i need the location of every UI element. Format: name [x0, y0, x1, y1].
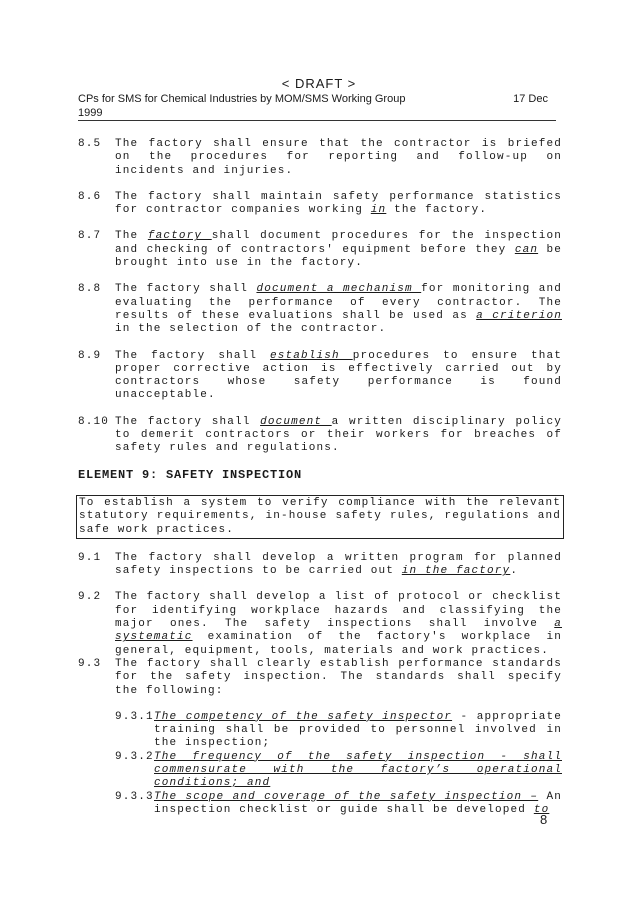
- emphasis: The frequency of the safety inspection - shall commensurate with the factory’s operational conditions; and: [154, 750, 562, 790]
- clause-text: The factory shall document a written disciplinary policy to demerit contractors or their workers for breaches of safety rules and regulations.: [115, 415, 562, 455]
- subclause-text: [154, 751, 562, 791]
- page-number: 8: [540, 812, 548, 827]
- subclause-9-3-3: [115, 791, 562, 818]
- draft-label: < DRAFT >: [281, 76, 357, 91]
- clause-number: 8.8: [78, 283, 102, 296]
- section-heading: ELEMENT 9: SAFETY INSPECTION: [78, 467, 303, 482]
- clause-text: The factory shall document a mechanism for monitoring and evaluating the performance of every contractor. The results of these evaluations shall be used as a criterion in the selection of the contractor.: [115, 283, 562, 336]
- clause-9-3: [78, 658, 562, 698]
- emphasis: a systematic: [115, 618, 562, 644]
- running-header: [78, 92, 556, 120]
- emphasis: can: [514, 243, 539, 256]
- clause-8-7: [78, 230, 562, 270]
- clause-number: 8.5: [78, 138, 102, 150]
- clause-number: 8.9: [78, 349, 102, 362]
- clause-number: 8.7: [78, 230, 102, 243]
- clause-text: The factory shall develop a list of protocol or checklist for identifying workplace hazards and classifying the major ones. The safety inspections shall involve a systematic examination of the factory's workplace in general, equipment, tools, materials and work practices.: [115, 591, 562, 657]
- clause-8-6: [78, 191, 562, 218]
- clause-8-9: [78, 350, 562, 403]
- subclause-number: 9.3.1: [115, 710, 154, 723]
- subclause-9-3-2: [115, 751, 562, 791]
- emphasis: to: [533, 803, 550, 816]
- clause-8-5: [78, 138, 562, 178]
- emphasis: The scope and coverage of the safety inspection –: [154, 790, 539, 803]
- clause-text: The factory shall establish procedures to ensure that proper corrective action is effectively carried out by contractors whose safety performance is found unacceptable.: [115, 349, 562, 402]
- emphasis: factory: [147, 230, 212, 243]
- clause-8-10: [78, 416, 562, 456]
- header-year: 1999: [78, 107, 103, 119]
- header-date: 17 Dec: [513, 93, 548, 105]
- clause-number: 9.2: [78, 591, 102, 604]
- clause-number: 8.10: [78, 415, 110, 428]
- emphasis: document: [260, 415, 332, 428]
- clause-text: The factory shall develop a written program for planned safety inspections to be carried out in the factory.: [115, 551, 562, 578]
- clause-number: 8.6: [78, 190, 102, 203]
- header-rule: [78, 120, 556, 121]
- clause-text: The factory shall document procedures for the inspection and checking of contractors' equipment before they can be brought into use in the factory.: [115, 230, 562, 270]
- emphasis: in: [370, 204, 387, 217]
- document-body: [78, 138, 562, 817]
- clause-9-1: [78, 552, 562, 579]
- objective-box: To establish a system to verify compliance with the relevant statutory requirements, in-house safety rules, regulations and safe work practices.: [76, 495, 564, 539]
- emphasis: a criterion: [476, 309, 562, 322]
- subclause-number: 9.3.2: [115, 750, 154, 763]
- clause-text: The factory shall clearly establish performance standards for the safety inspection. The standards shall specify the following:: [115, 657, 562, 697]
- clause-9-2: [78, 591, 562, 657]
- clause-text: The factory shall ensure that the contractor is briefed on the procedures for reporting and follow-up on incidents and injuries.: [115, 138, 562, 177]
- subclause-text: The scope and coverage of the safety inspection – An inspection checklist or guide shall be developed to: [154, 790, 562, 816]
- subclause-text: The competency of the safety inspector - appropriate training shall be provided to personnel involved in the inspection;: [154, 710, 563, 750]
- emphasis: The competency of the safety inspector: [154, 710, 453, 723]
- emphasis: establish: [270, 349, 353, 362]
- header-title: CPs for SMS for Chemical Industries by MOM/SMS Working Group: [78, 93, 406, 105]
- clause-text: The factory shall maintain safety performance statistics for contractor companies working in the factory.: [115, 190, 562, 217]
- subclause-number: 9.3.3: [115, 790, 154, 803]
- emphasis: in the factory: [401, 565, 511, 578]
- clause-number: 9.1: [78, 551, 102, 564]
- emphasis: document a mechanism: [256, 283, 422, 296]
- subclause-9-3-1: [115, 711, 562, 751]
- clause-number: 9.3: [78, 657, 102, 670]
- clause-8-8: [78, 283, 562, 336]
